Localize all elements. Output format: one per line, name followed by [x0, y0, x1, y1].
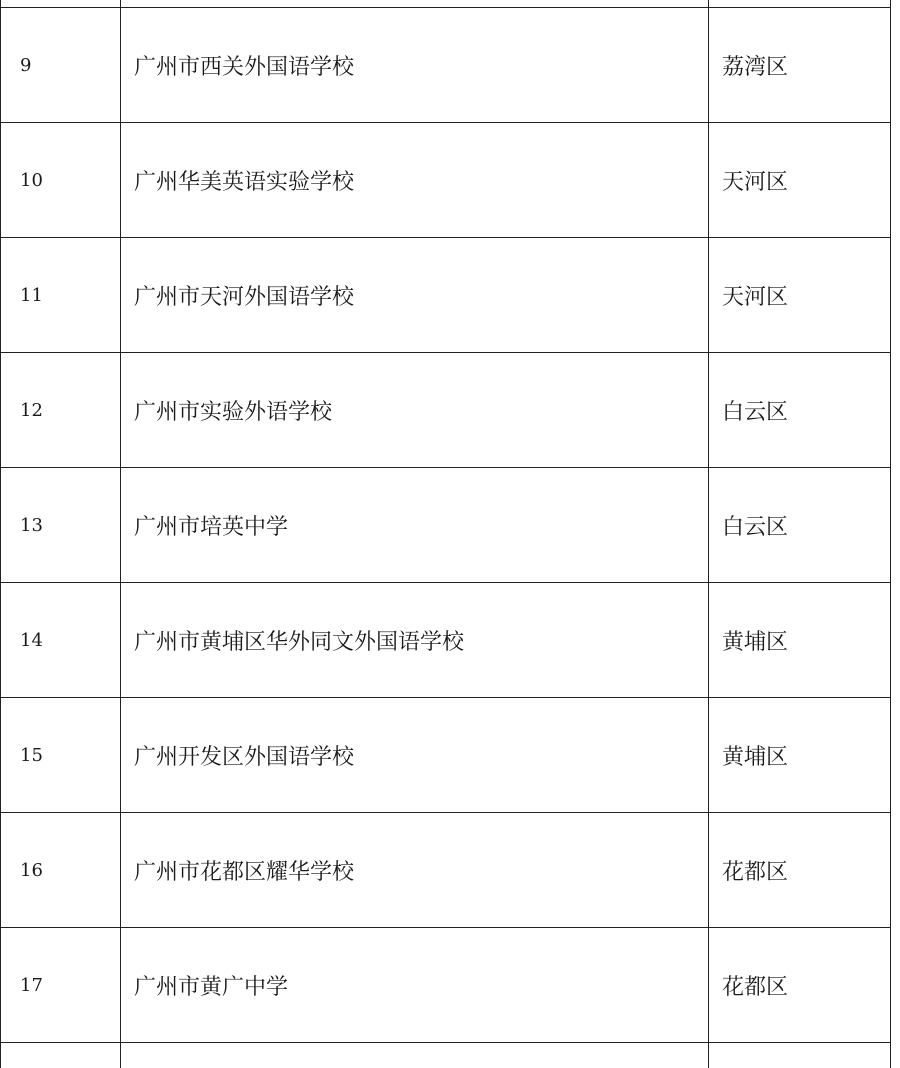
- cell-district: 黄埔区: [709, 698, 891, 813]
- cell-num: 11: [1, 238, 121, 353]
- table-row: [1, 813, 891, 928]
- cell-num: 14: [1, 583, 121, 698]
- cell-district: 黄埔区: [709, 583, 891, 698]
- cell-num: 13: [1, 468, 121, 583]
- table-row: [1, 8, 891, 123]
- table-row: [1, 468, 891, 583]
- cell-district: 白云区: [709, 468, 891, 583]
- cell-district: 荔湾区: [709, 8, 891, 123]
- table-row-partial-top: [1, 0, 891, 8]
- table-row: [1, 238, 891, 353]
- cell-name: [121, 1043, 709, 1068]
- cell-name: 广州市花都区耀华学校: [121, 813, 709, 928]
- cell-district: 天河区: [709, 238, 891, 353]
- table-row: [1, 698, 891, 813]
- cell-district: [709, 1043, 891, 1068]
- cell-num: 10: [1, 123, 121, 238]
- cell-num: [1, 0, 121, 8]
- cell-district: 花都区: [709, 813, 891, 928]
- cell-name: 广州市黄埔区华外同文外国语学校: [121, 583, 709, 698]
- cell-name: 广州市培英中学: [121, 468, 709, 583]
- table-row: [1, 123, 891, 238]
- cell-name: 广州华美英语实验学校: [121, 123, 709, 238]
- cell-num: 15: [1, 698, 121, 813]
- table-row: [1, 353, 891, 468]
- cell-name: 广州市实验外语学校: [121, 353, 709, 468]
- cell-num: 9: [1, 8, 121, 123]
- cell-num: 17: [1, 928, 121, 1043]
- cell-name: 广州开发区外国语学校: [121, 698, 709, 813]
- table-row-partial-bottom: [1, 1043, 891, 1068]
- table-row: [1, 928, 891, 1043]
- cell-name: 广州市黄广中学: [121, 928, 709, 1043]
- cell-district: 白云区: [709, 353, 891, 468]
- cell-name: 广州市西关外国语学校: [121, 8, 709, 123]
- cell-name: [121, 0, 709, 8]
- cell-num: 16: [1, 813, 121, 928]
- cell-name: 广州市天河外国语学校: [121, 238, 709, 353]
- table-row: [1, 583, 891, 698]
- cell-num: [1, 1043, 121, 1068]
- cell-num: 12: [1, 353, 121, 468]
- cell-district: 花都区: [709, 928, 891, 1043]
- cell-district: [709, 0, 891, 8]
- cell-district: 天河区: [709, 123, 891, 238]
